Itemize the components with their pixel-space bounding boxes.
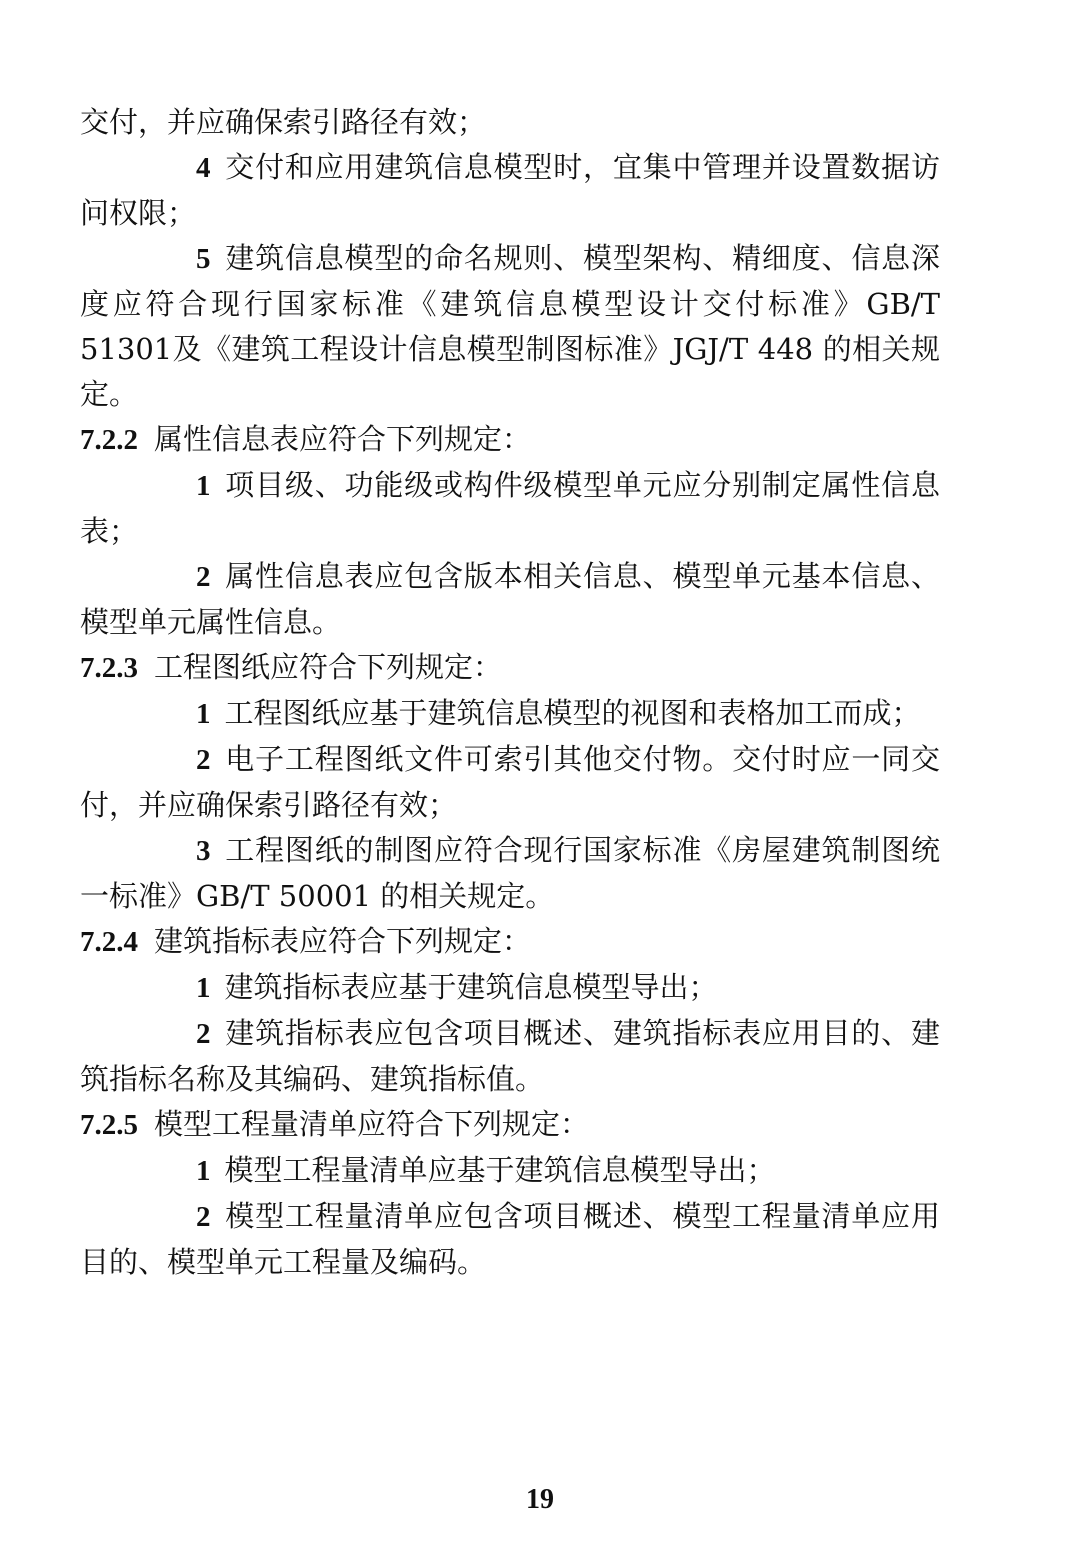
clause-number: 7.2.4 — [80, 926, 138, 958]
page-number: 19 — [526, 1484, 554, 1515]
list-item — [80, 737, 940, 828]
paragraph-text: 电子工程图纸文件可索引其他交付物。交付时应一同交付，并应确保索引路径有效； — [80, 742, 940, 822]
paragraph-text: 属性信息表应符合下列规定： — [154, 422, 532, 456]
list-item — [80, 1011, 940, 1102]
item-number: 2 — [196, 1201, 211, 1233]
clause-heading — [80, 417, 940, 463]
clause-heading — [80, 919, 940, 965]
item-number: 5 — [196, 243, 211, 275]
item-number: 1 — [196, 470, 211, 502]
list-item — [80, 463, 940, 554]
item-number: 1 — [196, 972, 211, 1004]
paragraph-text: 建筑指标表应包含项目概述、建筑指标表应用目的、建筑指标名称及其编码、建筑指标值。 — [80, 1016, 940, 1096]
item-number: 1 — [196, 1155, 211, 1187]
item-number: 4 — [196, 152, 211, 184]
paragraph-text: 建筑信息模型的命名规则、模型架构、精细度、信息深度应符合现行国家标准《建筑信息模型设计交付标准》GB/T 51301及《建筑工程设计信息模型制图标准》JGJ/T 448 的相关规定。 — [80, 241, 940, 411]
paragraph-text: 模型工程量清单应基于建筑信息模型导出； — [224, 1153, 776, 1187]
paragraph-text: 属性信息表应包含版本相关信息、模型单元基本信息、模型单元属性信息。 — [80, 559, 940, 639]
item-number: 3 — [196, 835, 211, 867]
clause-number: 7.2.3 — [80, 652, 138, 684]
list-item — [80, 145, 940, 236]
item-number: 1 — [196, 698, 211, 730]
paragraph-text: 交付和应用建筑信息模型时，宜集中管理并设置数据访问权限； — [80, 150, 940, 230]
item-number: 2 — [196, 1018, 211, 1050]
paragraph-text: 工程图纸应符合下列规定： — [154, 650, 503, 684]
paragraph-text: 建筑指标表应基于建筑信息模型导出； — [224, 970, 718, 1004]
paragraph-text: 模型工程量清单应符合下列规定： — [154, 1107, 590, 1141]
list-item — [80, 828, 940, 919]
list-item — [80, 554, 940, 645]
clause-number: 7.2.2 — [80, 424, 138, 456]
list-item — [80, 1148, 940, 1194]
list-item — [80, 236, 940, 417]
paragraph-continuation — [80, 100, 940, 145]
list-item — [80, 1194, 940, 1285]
paragraph-text: 建筑指标表应符合下列规定： — [154, 924, 532, 958]
clause-heading — [80, 645, 940, 691]
paragraph-text: 模型工程量清单应包含项目概述、模型工程量清单应用目的、模型单元工程量及编码。 — [80, 1199, 940, 1279]
item-number: 2 — [196, 561, 211, 593]
paragraph-text: 交付，并应确保索引路径有效； — [80, 105, 487, 139]
list-item — [80, 965, 940, 1011]
paragraph-text: 工程图纸应基于建筑信息模型的视图和表格加工而成； — [224, 696, 921, 730]
item-number: 2 — [196, 744, 211, 776]
paragraph-text: 项目级、功能级或构件级模型单元应分别制定属性信息表； — [80, 468, 940, 548]
clause-number: 7.2.5 — [80, 1109, 138, 1141]
list-item — [80, 691, 940, 737]
paragraph-text: 工程图纸的制图应符合现行国家标准《房屋建筑制图统一标准》GB/T 50001 的相关规定。 — [80, 833, 940, 913]
clause-heading — [80, 1102, 940, 1148]
body-text — [80, 100, 940, 1285]
